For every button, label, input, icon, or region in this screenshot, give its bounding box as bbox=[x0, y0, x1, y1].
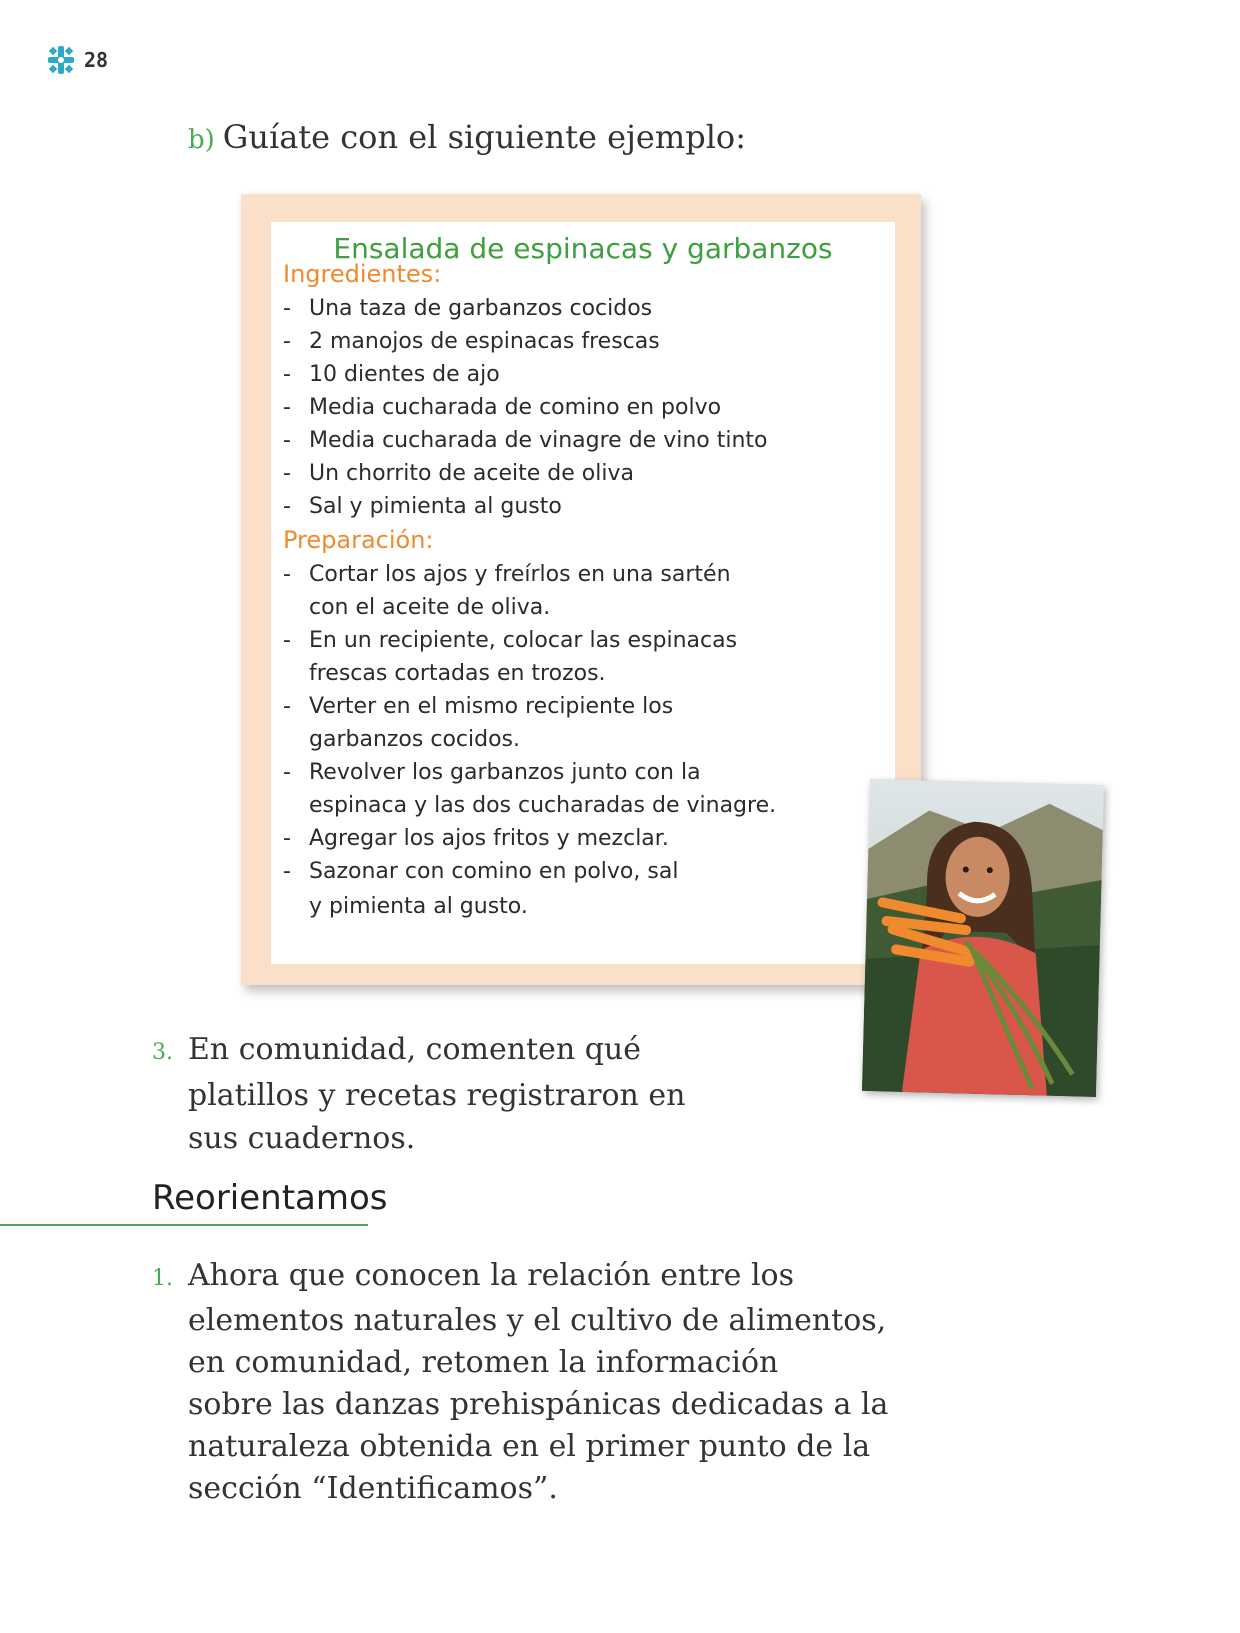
page-number: 28 bbox=[84, 48, 109, 72]
step-item-continuation: espinaca y las dos cucharadas de vinagre. bbox=[309, 793, 777, 818]
activity-1-number: 1. bbox=[152, 1266, 173, 1291]
activity-1-line: en comunidad, retomen la información bbox=[188, 1345, 779, 1380]
step-item-continuation: y pimienta al gusto. bbox=[309, 894, 528, 919]
activity-1-line: sección “Identificamos”. bbox=[188, 1471, 558, 1506]
ingredient-item: - Sal y pimienta al gusto bbox=[283, 494, 562, 519]
ingredient-item: - 10 dientes de ajo bbox=[283, 362, 500, 387]
activity-1-line: naturaleza obtenida en el primer punto de la bbox=[188, 1429, 871, 1464]
section-underline bbox=[0, 1224, 368, 1226]
activity-b-text: Guíate con el siguiente ejemplo: bbox=[222, 118, 746, 156]
recipe-title: Ensalada de espinacas y garbanzos bbox=[333, 232, 833, 265]
ingredient-item: - Media cucharada de vinagre de vino tinto bbox=[283, 428, 768, 453]
activity-3-line: sus cuadernos. bbox=[188, 1121, 416, 1156]
photo-girl-with-carrots bbox=[862, 779, 1104, 1097]
activity-1-line: 1. Ahora que conocen la relación entre los bbox=[152, 1255, 888, 1300]
activity-b bbox=[188, 118, 746, 156]
step-item-continuation: garbanzos cocidos. bbox=[309, 727, 520, 752]
ingredient-item: - 2 manojos de espinacas frescas bbox=[283, 329, 660, 354]
ingredient-item: - Media cucharada de comino en polvo bbox=[283, 395, 722, 420]
step-item: - Agregar los ajos fritos y mezclar. bbox=[283, 826, 669, 851]
page-header bbox=[46, 44, 108, 76]
step-item: - Verter en el mismo recipiente los bbox=[283, 694, 674, 719]
activity-1-line: elementos naturales y el cultivo de alimentos, bbox=[188, 1303, 887, 1338]
step-item-continuation: con el aceite de oliva. bbox=[309, 595, 551, 620]
step-item: - Sazonar con comino en polvo, sal bbox=[283, 859, 679, 884]
ingredient-item: - Un chorrito de aceite de oliva bbox=[283, 461, 634, 486]
step-item: - Cortar los ajos y freírlos en una sartén bbox=[283, 562, 731, 587]
activity-b-marker: b) bbox=[188, 125, 215, 155]
section-title: Reorientamos bbox=[152, 1178, 388, 1218]
activity-3-number: 3. bbox=[152, 1040, 173, 1065]
preparation-heading: Preparación: bbox=[283, 526, 434, 554]
activity-3-line: platillos y recetas registraron en bbox=[188, 1078, 686, 1113]
step-item: - En un recipiente, colocar las espinacas bbox=[283, 628, 738, 653]
step-item-continuation: frescas cortadas en trozos. bbox=[309, 661, 606, 686]
activity-3-line: 3. En comunidad, comenten qué bbox=[152, 1028, 685, 1074]
activity-1-line: sobre las danzas prehispánicas dedicadas a la bbox=[188, 1387, 889, 1422]
activity-3 bbox=[152, 1028, 685, 1160]
recipe-card bbox=[271, 222, 895, 964]
ingredients-heading: Ingredientes: bbox=[283, 260, 442, 288]
ingredient-item: - Una taza de garbanzos cocidos bbox=[283, 296, 653, 321]
activity-1 bbox=[152, 1255, 888, 1510]
step-item: - Revolver los garbanzos junto con la bbox=[283, 760, 701, 785]
snowflake-logo-icon bbox=[46, 44, 76, 76]
